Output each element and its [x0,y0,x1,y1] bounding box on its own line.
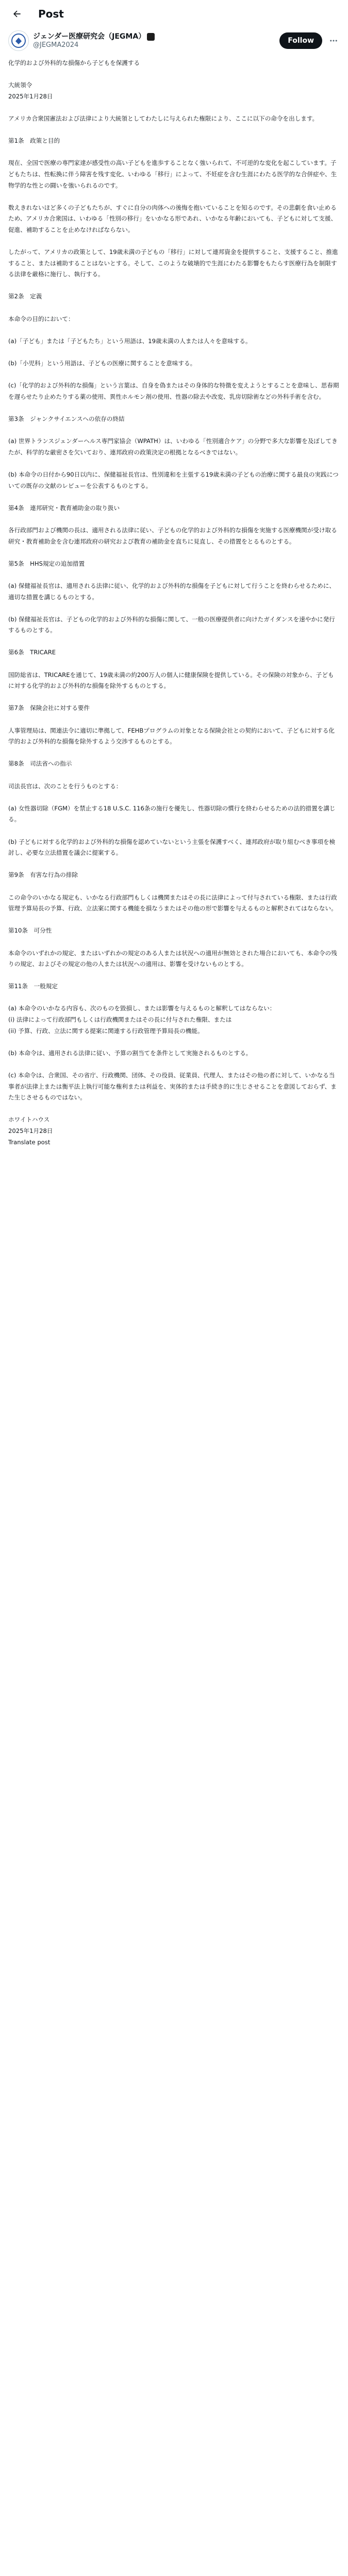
post-paragraph: (b)「小児科」という用語は、子どもの医療に関することを意味する。 [8,360,196,367]
post-paragraph: したがって、アメリカの政策として、19歳未満の子どもの「移行」に対して連邦資金を提供すること、支援すること、推進すること、または補助することはないとする。そして、このような破壊的で生涯にわたる影響をもたらす医療行為を制限する法律を厳格に施行し、執行する。 [8,248,338,278]
organization-logo-icon [11,33,26,48]
author-meta [33,32,155,49]
back-button[interactable] [8,5,26,23]
post-text [8,58,340,1159]
post-paragraph: (b) 子どもに対する化学的および外科的な損傷を認めていないという主張を保護すべく、連邦政府が取り組むべき事項を検討し、必要な立法措置を議会に提案する。 [8,838,336,857]
post-paragraph: 第8条 司法省への指示 [8,760,72,768]
post-paragraph: (a) 本命令のいかなる内容も、次のものを毀損し、または影響を与えるものと解釈してはならない： (i) 法律によって行政部門もしくは行政機関またはその長に付与された権限、または (ii) 予算、行政、立法に関する提案に関連する行政管理予算局長の機能。 [8,1005,276,1035]
post-paragraph: 数えきれないほど多くの子どもたちが、すぐに自分の肉体への後悔を抱いていることを知るのです。その悲劇を食い止めるため、アメリカ合衆国は、いわゆる「性別の移行」をいかなる形であれ、いかなる年齢においても、子どもに対して支援、促進、補助することを止めなければならない。 [8,204,337,233]
post-paragraph: アメリカ合衆国憲法および法律により大統領としてわたしに与えられた権限により、ここに以下の命令を出します。 [8,114,319,122]
post-paragraph: 第7条 保険会社に対する要件 [8,704,90,712]
post-paragraph: 国防総省は、TRICAREを通じて、19歳未満の約200万人の個人に健康保険を提供している。その保険の対象から、子どもに対する化学的および外科的な損傷を除外するものとする。 [8,671,334,690]
post-paragraph: (b) 本命令の日付から90日以内に、保健福祉長官は、性別違和を主張する19歳未満の子どもの治療に関する最良の実践についての既存の文献のレビューを公表するものとする。 [8,470,339,489]
avatar[interactable] [8,30,29,51]
post-paragraph: 司法長官は、次のことを行うものとする： [8,782,122,790]
post-paragraph: 化学的および外科的な損傷から子どもを保護する [8,59,140,66]
post-paragraph: (a) 世界トランスジェンダーヘルス専門家協会（WPATH）は、いわゆる「性別適合ケア」の分野で多大な影響を及ぼしてきたが、科学的な厳密さを欠いており、連邦政府の政策決定の根拠となるべきではない。 [8,437,338,456]
post-paragraph: 第9条 有害な行為の排除 [8,871,78,879]
more-horizontal-icon [329,36,338,45]
post-paragraph: この命令のいかなる規定も、いかなる行政部門もしくは機関またはその長に法律によって付与されている権限、または行政管理予算局長の予算、行政、立法案に関する機能を損なうまたはその他の形で影響を与えるものと解釈されてはならない。 [8,893,337,912]
post-paragraph: 第3条 ジャンクサイエンスへの依存の終結 [8,415,125,422]
post-paragraph: (a) 女性器切除（FGM）を禁止する18 U.S.C. 116条の施行を優先し、性器切除の慣行を終わらせるための法的措置を講じる。 [8,804,336,823]
post-paragraph: 第6条 TRICARE [8,649,56,656]
post-paragraph: 本命令のいずれかの規定、またはいずれかの規定のある人または状況への適用が無効とされた場合においても、本命令の残りの規定、およびその規定の他の人または状況への適用は、影響を受けないものとする。 [8,949,337,968]
post-paragraph: 人事管理局は、関連法令に適切に準拠して、FEHBプログラムの対象となる保険会社との契約において、子どもに対する化学的および外科的な損傷を除外するよう交渉するものとする。 [8,726,335,745]
post-paragraph: ホワイトハウス 2025年1月28日 Translate post [8,1116,53,1146]
post-paragraph: (c) 本命令は、合衆国、その省庁、行政機関、団体、その役員、従業員、代理人、またはその他の者に対して、いかなる当事者が法律上または衡平法上執行可能な権利または利益を、実体的または手続き的に生じさせることを意図しておらず、また生じさせるものではない。 [8,1072,337,1101]
post-paragraph: (c)「化学的および外科的な損傷」という言葉は、自身を偽またはその身体的な特徴を変えようとすることを意味し、思春期を遅らせたり止めたりする薬の使用、異性ホルモン剤の使用、性器の除去や改変、乳房切除術などの外科手術を含む。 [8,382,339,400]
post-paragraph: 現在、全国で医療の専門家達が感受性の高い子どもを進歩することなく強いられて、不可逆的な変化を起こしています。子どもたちは、性転換に伴う障害を残す変化、いわゆる「移行」によって、不妊症を含む生涯にわたる医学的な合併症や、生物学的な性との闘いを強いられるのです。 [8,159,337,189]
arrow-left-icon [12,9,22,19]
post-paragraph: 各行政部門および機関の長は、適用される法律に従い、子どもの化学的および外科的な損傷を実施する医療機関が受け取る研究・教育補助金を含む連邦政府の研究および教育の補助金を直ちに見直し、その措置をとるものとする。 [8,526,337,545]
post-paragraph: 大統領令 2025年1月28日 [8,81,53,100]
author-row [8,29,340,52]
follow-button[interactable]: Follow [279,32,322,49]
post-paragraph: 第10条 可分性 [8,927,52,935]
post-paragraph: 第5条 HHS規定の追加措置 [8,560,85,567]
post-paragraph: 第1条 政策と目的 [8,137,60,145]
post-paragraph: (a)「子ども」または「子どもたち」という用語は、19歳未満の人または人々を意味する。 [8,337,252,345]
post-paragraph: 第4条 連邦研究・教育補助金の取り扱い [8,504,120,512]
top-bar [0,0,348,27]
post-paragraph: (b) 保健福祉長官は、子どもの化学的および外科的な損傷に関して、一般の医療提供者に向けたガイダンスを速やかに発行するものとする。 [8,615,335,634]
post-paragraph: 本命令の目的において： [8,315,74,323]
post-paragraph: (b) 本命令は、適用される法律に従い、予算の割当てを条件として実施されるものとする。 [8,1049,252,1057]
post-paragraph: (a) 保健福祉長官は、適用される法律に従い、化学的および外科的な損傷を子どもに対して行うことを終わらせるために、適切な措置を講じるものとする。 [8,582,335,601]
page-title: Post [38,7,64,20]
more-options-button[interactable] [327,35,340,47]
post-paragraph: 第11条 一般規定 [8,982,58,990]
affiliation-badge-icon [147,33,155,41]
author-handle[interactable]: @JEGMA2024 [33,41,79,49]
author-display-name[interactable]: ジェンダー医療研究会（JEGMA） [33,32,146,41]
post-paragraph: 第2条 定義 [8,293,42,300]
